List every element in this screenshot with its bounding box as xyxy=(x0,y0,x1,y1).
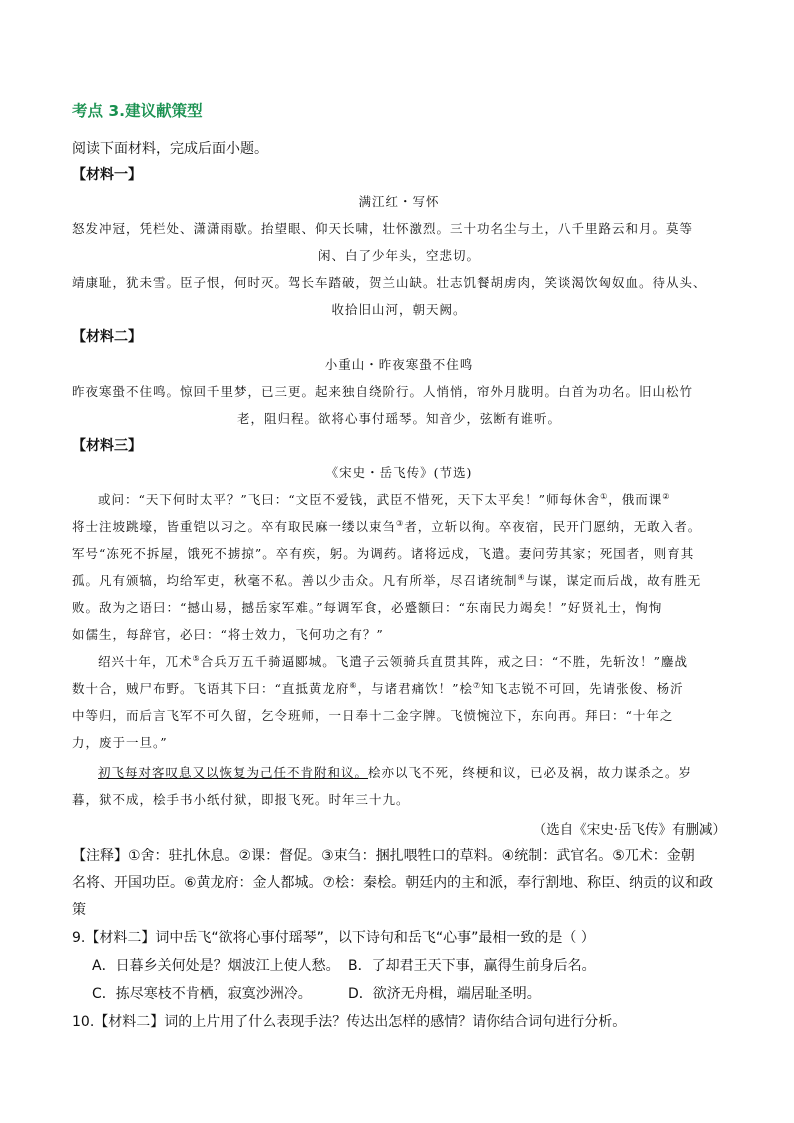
material-three-paragraph-line: 军号“冻死不拆屋，饿死不掳掠”。卒有疾，躬。为调药。诸将远戍，飞遣。妻问劳其家；死国者，则育其 xyxy=(72,546,695,561)
material-one-line: 靖康耻，犹未雪。臣子恨，何时灭。驾长车踏破，贺兰山缺。壮志饥餐胡虏肉，笑谈渴饮匈奴血。待从头、 xyxy=(72,275,707,290)
material-three-label: 【材料三】 xyxy=(72,438,142,454)
question-9-option-d: D．欲济无舟楫，端居耻圣明。 xyxy=(348,986,541,1002)
material-three-paragraph-line: 初飞每对客叹息又以恢复为己任不肯附和议。桧亦以飞不死，终梗和议，已必及祸，故力谋杀之。岁 xyxy=(98,765,693,780)
material-two-poem-title: 小重山・昨夜寒蛩不住鸣 xyxy=(324,357,474,372)
section-title: 考点 3.建议献策型 xyxy=(72,102,203,120)
material-two-line: 老，阻归程。欲将心事付瑶琴。知音少，弦断有谁听。 xyxy=(236,411,561,426)
material-three-paragraph-line: 或问：“天下何时太平？”飞曰：“文臣不爱钱，武臣不惜死，天下太平矣！”师每休舍①，俄而课② xyxy=(98,491,671,507)
question-9-option-c: C．拣尽寒枝不肯栖，寂寞沙洲冷。 xyxy=(92,986,312,1002)
material-two-label: 【材料二】 xyxy=(72,329,142,345)
question-9-stem: 9.【材料二】词中岳飞“欲将心事付瑶琴”，以下诗句和岳飞“心事”最相一致的是（ ） xyxy=(72,930,595,946)
question-9-option-b: B．了却君王天下事，赢得生前身后名。 xyxy=(348,958,596,974)
material-one-line: 闲、白了少年头，空悲切。 xyxy=(317,248,480,263)
material-one-label: 【材料一】 xyxy=(72,167,142,183)
question-10-stem: 10.【材料二】词的上片用了什么表现手法？传达出怎样的感情？请你结合词句进行分析。 xyxy=(72,1014,627,1030)
material-one-poem-title: 满江红・写怀 xyxy=(358,194,440,209)
annotation-line: 【注释】①舍：驻扎休息。②课：督促。③束刍：捆扎喂牲口的草料。④统制：武官名。⑤兀术：金朝 xyxy=(72,848,695,864)
material-three-paragraph-line: 力，废于一旦。” xyxy=(72,735,168,750)
annotation-line: 策 xyxy=(72,902,86,918)
material-three-paragraph-line: 暮，狱不成，桧手书小纸付狱，即报飞死。时年三十九。 xyxy=(72,792,410,807)
material-three-paragraph-line: 中等归，而后言飞军不可久留，乞令班师，一日奉十二金字牌。飞愤惋泣下，东向再。拜曰：“十年之 xyxy=(72,708,674,723)
instruction-text: 阅读下面材料，完成后面小题。 xyxy=(72,141,268,157)
annotation-line: 名将、开国功臣。⑥黄龙府：金人都城。⑦桧：秦桧。朝廷内的主和派，奉行割地、称臣、纳贡的议和政 xyxy=(72,875,714,891)
material-three-paragraph-line: 将士注坡跳壕，皆重铠以习之。卒有取民麻一缕以束刍③者，立斩以徇。卒夜宿，民开门愿纳，无敢入者。 xyxy=(72,518,702,534)
material-three-title: 《宋史・岳飞传》(节选) xyxy=(325,465,473,480)
source-citation: （选自《宋史·岳飞传》有删减） xyxy=(532,822,726,838)
material-two-line: 昨夜寒蛩不住鸣。惊回千里梦，已三更。起来独自绕阶行。人悄悄，帘外月胧明。白首为功名。旧山松竹 xyxy=(72,384,694,399)
material-three-paragraph-line: 孤。凡有颁犒，均给军吏，秋毫不私。善以少击众。凡有所举，尽召诸统制④与谋，谋定而后战，故有胜无 xyxy=(72,572,702,588)
material-one-line: 怒发冲冠，凭栏处、潇潇雨歇。抬望眼、仰天长啸，壮怀激烈。三十功名尘与土，八千里路云和月。莫等 xyxy=(72,221,694,236)
material-three-paragraph-line: 如儒生，每辞官，必曰：“将士效力，飞何功之有？” xyxy=(72,627,384,642)
material-three-paragraph-line: 数十合，贼尸布野。飞语其下曰：“直抵黄龙府⑥，与诸君痛饮！”桧⑦知飞志锐不可回，先请张俊、杨沂 xyxy=(72,680,684,696)
material-one-line: 收拾旧山河，朝天阙。 xyxy=(331,302,467,317)
underlined-sentence: 初飞每对客叹息又以恢复为己任不肯附和议。 xyxy=(98,765,369,780)
material-three-paragraph-line: 绍兴十年，兀术⑤合兵万五千骑逼郾城。飞遣子云领骑兵直贯其阵，戒之曰：“不胜，先斩汝！”鏖战 xyxy=(98,653,688,669)
question-9-option-a: A．日暮乡关何处是？烟波江上使人愁。 xyxy=(92,958,340,974)
material-three-paragraph-line: 败。敌为之语曰：“撼山易，撼岳家军难。”每调军食，必蹙额曰：“东南民力竭矣！”好贤礼士，恂恂 xyxy=(72,600,663,615)
